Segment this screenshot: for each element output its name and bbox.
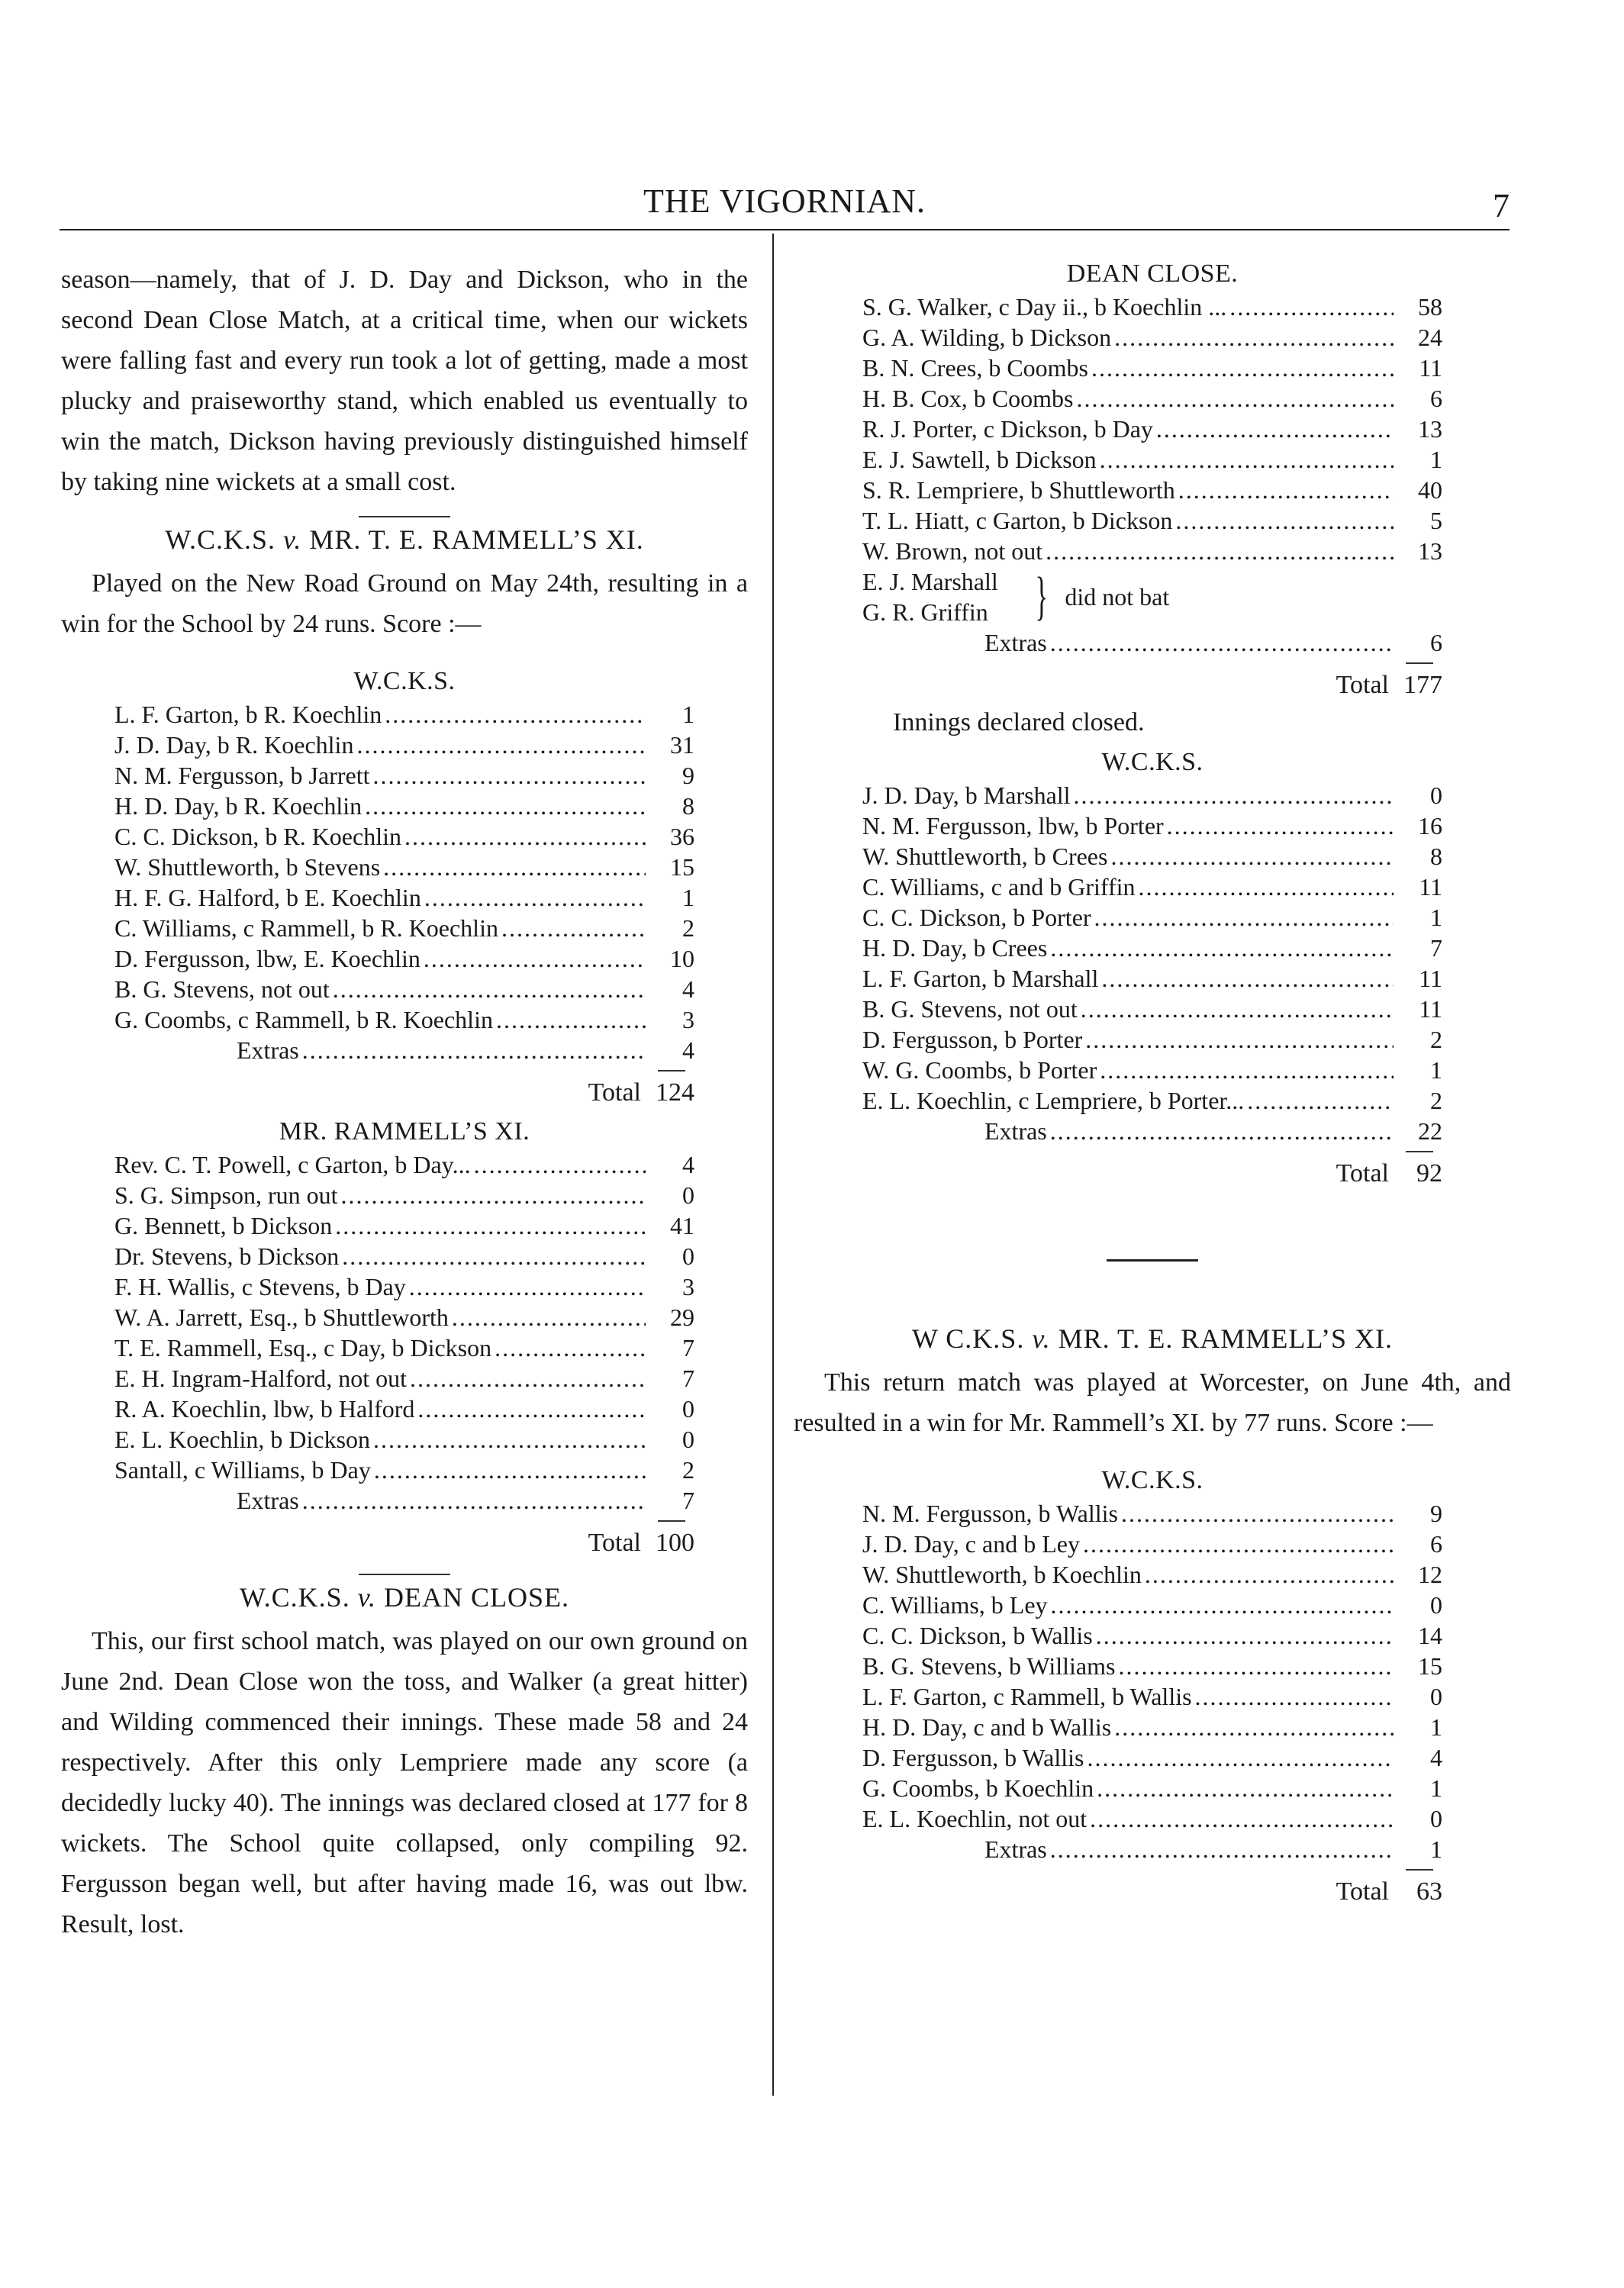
runs-scored: 4 xyxy=(682,975,694,1003)
batting-row xyxy=(114,1241,694,1271)
batsman-dismissal: W. Shuttleworth, b Koechlin xyxy=(862,1561,1142,1588)
batsman-dismissal: H. D. Day, b R. Koechlin xyxy=(114,792,362,820)
runs-scored: 41 xyxy=(670,1212,694,1239)
batting-row xyxy=(862,1498,1442,1529)
batsman-dismissal: H. B. Cox, b Coombs xyxy=(862,385,1074,412)
batting-row xyxy=(862,994,1442,1024)
total-line xyxy=(862,1875,1442,1909)
total-line xyxy=(114,1076,694,1110)
extras-line xyxy=(862,1116,1442,1146)
batting-row xyxy=(862,872,1442,902)
batsman-dismissal: G. Coombs, b Koechlin xyxy=(862,1774,1094,1802)
extras-label: Extras xyxy=(237,1036,299,1064)
batting-row xyxy=(114,1271,694,1302)
intro-paragraph: season—namely, that of J. D. Day and Dickson, who in the second Dean Close Match, at a critical time, when our wickets were falling fast and every run took a lot of getting, made a most plucky and praiseworthy stand, which enabled us eventually to win the match, Dickson having previously distinguished himself by taking nine wickets at a small cost. xyxy=(61,266,748,496)
batting-row xyxy=(114,1302,694,1333)
batsman-dismissal: C. Williams, b Ley xyxy=(862,1591,1048,1619)
batting-row xyxy=(862,444,1442,475)
team-heading: W.C.K.S. xyxy=(353,667,456,695)
extras-label: Extras xyxy=(984,629,1047,656)
extras-line xyxy=(862,627,1442,658)
batsman-dismissal: J. D. Day, c and b Ley xyxy=(862,1530,1080,1558)
scorecard-return-match xyxy=(862,1466,1442,1909)
team-heading: W.C.K.S. xyxy=(1101,1466,1204,1494)
total-value: 124 xyxy=(656,1078,694,1107)
batting-row xyxy=(862,505,1442,536)
runs-scored: 8 xyxy=(1430,843,1442,870)
batsman-dismissal: C. C. Dickson, b Wallis xyxy=(862,1622,1093,1649)
total-label: Total xyxy=(1336,1159,1389,1188)
batsman-dismissal: S. G. Walker, c Day ii., b Koechlin ... xyxy=(862,293,1227,321)
match-description: Played on the New Road Ground on May 24th, resulting in a win for the School by 24 runs. Score :— xyxy=(61,569,748,638)
batsman-dismissal: F. H. Wallis, c Stevens, b Day xyxy=(114,1273,406,1300)
total-value: 100 xyxy=(656,1529,694,1557)
batting-row xyxy=(862,1024,1442,1055)
batsman-dismissal: W. Shuttleworth, b Stevens xyxy=(114,853,381,881)
runs-scored: 1 xyxy=(682,701,694,728)
batting-row xyxy=(862,810,1442,841)
runs-scored: 2 xyxy=(682,1456,694,1484)
runs-scored: 2 xyxy=(1430,1026,1442,1053)
extras-line xyxy=(862,1834,1442,1864)
runs-scored: 15 xyxy=(1418,1652,1442,1680)
total-label: Total xyxy=(588,1078,641,1107)
runs-scored: 8 xyxy=(682,792,694,820)
runs-scored: 11 xyxy=(1419,873,1442,901)
runs-scored: 7 xyxy=(1430,934,1442,962)
runs-scored: 11 xyxy=(1419,995,1442,1023)
batting-row xyxy=(114,1149,694,1180)
match-description: This, our first school match, was played on our own ground on June 2nd. Dean Close won the toss, and Walker (a great hitter) and Wilding commenced their innings. These made 58 and 24 respectively. After this only Lempriere made any score (a decidedly lucky 40). The innings was declared closed at 177 for 8 wickets. The School quite collapsed, only compiling 92. Fergusson began well, but after having made 16, was out lbw. Result, lost. xyxy=(61,1627,748,1938)
extras-value: 1 xyxy=(1430,1835,1442,1863)
batting-row xyxy=(862,1559,1442,1590)
column-divider xyxy=(772,234,774,2096)
heading-opponent: MR. T. E. RAMMELL’S XI. xyxy=(309,524,644,555)
batsman-dismissal: T. E. Rammell, Esq., c Day, b Dickson xyxy=(114,1334,492,1362)
batsman-dismissal: L. F. Garton, c Rammell, b Wallis xyxy=(862,1683,1192,1710)
total-value: 63 xyxy=(1416,1877,1442,1906)
team-heading: W.C.K.S. xyxy=(1101,748,1204,776)
batting-list xyxy=(114,1149,694,1485)
batting-row xyxy=(862,1055,1442,1085)
batsman-dismissal: E. J. Sawtell, b Dickson xyxy=(862,446,1097,473)
extras-value: 7 xyxy=(682,1487,694,1514)
total-line xyxy=(114,1526,694,1560)
runs-scored: 1 xyxy=(1430,1713,1442,1741)
batsman-dismissal: E. H. Ingram-Halford, not out xyxy=(114,1365,408,1392)
runs-scored: 24 xyxy=(1418,324,1442,351)
runs-scored: 15 xyxy=(670,853,694,881)
section-rule xyxy=(1107,1259,1198,1262)
runs-scored: 31 xyxy=(670,731,694,759)
batting-row xyxy=(114,913,694,943)
runs-scored: 36 xyxy=(670,823,694,850)
batsman-dismissal: C. Williams, c and b Griffin xyxy=(862,873,1136,901)
batsman-dismissal: N. M. Fergusson, b Jarrett xyxy=(114,762,370,789)
batting-row xyxy=(862,1085,1442,1116)
extras-value: 22 xyxy=(1418,1117,1442,1145)
batsman-dismissal: H. D. Day, c and b Wallis xyxy=(862,1713,1112,1741)
total-line xyxy=(862,669,1442,702)
runs-scored: 12 xyxy=(1418,1561,1442,1588)
batting-row xyxy=(862,414,1442,444)
runs-scored: 5 xyxy=(1430,507,1442,534)
batting-row xyxy=(862,933,1442,963)
batting-row xyxy=(862,1712,1442,1742)
batting-row xyxy=(862,353,1442,383)
total-value: 177 xyxy=(1403,671,1442,699)
batting-row xyxy=(114,1394,694,1424)
batting-row xyxy=(862,902,1442,933)
batsman-dismissal: G. Coombs, c Rammell, b R. Koechlin xyxy=(114,1006,493,1033)
left-column xyxy=(61,259,748,1945)
batsman-dismissal: J. D. Day, b R. Koechlin xyxy=(114,731,354,759)
runs-scored: 6 xyxy=(1430,385,1442,412)
batsman-dismissal: R. J. Porter, c Dickson, b Day xyxy=(862,415,1153,443)
batsman-dismissal: B. G. Stevens, b Williams xyxy=(862,1652,1116,1680)
extras-line xyxy=(114,1485,694,1516)
runs-scored: 9 xyxy=(682,762,694,789)
runs-scored: 0 xyxy=(1430,1683,1442,1710)
match-heading-rammell xyxy=(61,524,748,556)
batsman-dismissal: N. M. Fergusson, b Wallis xyxy=(862,1500,1118,1527)
right-column xyxy=(794,259,1511,1909)
heading-prefix: W.C.K.S. xyxy=(239,1582,350,1613)
batsman-dismissal: B. N. Crees, b Coombs xyxy=(862,354,1088,382)
batsman-dismissal: L. F. Garton, b R. Koechlin xyxy=(114,701,382,728)
batsman-dismissal: W. G. Coombs, b Porter xyxy=(862,1056,1097,1084)
batsman-dismissal: E. L. Koechlin, b Dickson xyxy=(114,1426,371,1453)
extras-line xyxy=(114,1035,694,1065)
batting-row xyxy=(114,1363,694,1394)
batting-row xyxy=(862,1742,1442,1773)
batsman-dismissal: D. Fergusson, lbw, E. Koechlin xyxy=(114,945,420,972)
batsman-dismissal: S. G. Simpson, run out xyxy=(114,1181,338,1209)
batsman-dismissal: S. R. Lempriere, b Shuttleworth xyxy=(862,476,1175,504)
runs-scored: 0 xyxy=(1430,1591,1442,1619)
total-label: Total xyxy=(1336,1877,1389,1906)
batting-row xyxy=(114,1180,694,1210)
heading-versus: v. xyxy=(283,524,302,555)
team-heading: DEAN CLOSE. xyxy=(1066,259,1239,288)
batting-row xyxy=(862,1529,1442,1559)
batting-row xyxy=(862,475,1442,505)
runs-scored: 16 xyxy=(1418,812,1442,839)
runs-scored: 1 xyxy=(1430,904,1442,931)
batsman-dismissal: C. Williams, c Rammell, b R. Koechlin xyxy=(114,914,498,942)
did-not-bat-name: E. J. Marshall xyxy=(862,568,998,595)
batsman-dismissal: J. D. Day, b Marshall xyxy=(862,781,1071,809)
runs-scored: 4 xyxy=(1430,1744,1442,1771)
batsman-dismissal: B. G. Stevens, not out xyxy=(862,995,1078,1023)
total-value: 92 xyxy=(1416,1159,1442,1188)
runs-scored: 29 xyxy=(670,1304,694,1331)
batting-list xyxy=(862,780,1442,1116)
team-heading: MR. RAMMELL’S XI. xyxy=(279,1117,530,1146)
runs-scored: 10 xyxy=(670,945,694,972)
runs-scored: 13 xyxy=(1418,537,1442,565)
batting-row xyxy=(114,1424,694,1455)
batting-row xyxy=(114,1004,694,1035)
runs-scored: 2 xyxy=(1430,1087,1442,1114)
runs-scored: 3 xyxy=(682,1273,694,1300)
runs-scored: 0 xyxy=(1430,1805,1442,1832)
batsman-dismissal: E. L. Koechlin, c Lempriere, b Porter... xyxy=(862,1087,1245,1114)
batting-row xyxy=(114,852,694,882)
batsman-dismissal: C. C. Dickson, b Porter xyxy=(862,904,1091,931)
runs-scored: 13 xyxy=(1418,415,1442,443)
total-line xyxy=(862,1157,1442,1191)
batting-row xyxy=(114,943,694,974)
batting-row xyxy=(114,699,694,730)
batting-row xyxy=(114,1455,694,1485)
runs-scored: 11 xyxy=(1419,965,1442,992)
runs-scored: 3 xyxy=(682,1006,694,1033)
runs-scored: 0 xyxy=(1430,781,1442,809)
batsman-dismissal: Santall, c Williams, b Day xyxy=(114,1456,371,1484)
batsman-dismissal: T. L. Hiatt, c Garton, b Dickson xyxy=(862,507,1173,534)
extras-label: Extras xyxy=(984,1117,1047,1145)
runs-scored: 6 xyxy=(1430,1530,1442,1558)
batsman-dismissal: L. F. Garton, b Marshall xyxy=(862,965,1099,992)
batting-row xyxy=(862,1681,1442,1712)
batting-row xyxy=(862,383,1442,414)
batsman-dismissal: D. Fergusson, b Wallis xyxy=(862,1744,1084,1771)
match-heading-return xyxy=(794,1323,1511,1355)
heading-versus: v. xyxy=(1032,1323,1051,1354)
runs-scored: 4 xyxy=(682,1151,694,1178)
batsman-dismissal: B. G. Stevens, not out xyxy=(114,975,330,1003)
heading-opponent: DEAN CLOSE. xyxy=(384,1582,570,1613)
extras-value: 4 xyxy=(682,1036,694,1064)
runs-scored: 0 xyxy=(682,1426,694,1453)
page-header xyxy=(60,182,1510,229)
batting-list xyxy=(114,699,694,1035)
runs-scored: 1 xyxy=(1430,1056,1442,1084)
heading-opponent: MR. T. E. RAMMELL’S XI. xyxy=(1058,1323,1394,1354)
batting-row xyxy=(862,1773,1442,1803)
batting-row xyxy=(114,760,694,791)
batsman-dismissal: H. D. Day, b Crees xyxy=(862,934,1048,962)
batsman-dismissal: Rev. C. T. Powell, c Garton, b Day... xyxy=(114,1151,471,1178)
runs-scored: 1 xyxy=(1430,446,1442,473)
batting-row xyxy=(862,841,1442,872)
batsman-dismissal: R. A. Koechlin, lbw, b Halford xyxy=(114,1395,415,1423)
extras-value: 6 xyxy=(1430,629,1442,656)
batting-row xyxy=(862,780,1442,810)
runs-scored: 9 xyxy=(1430,1500,1442,1527)
runs-scored: 1 xyxy=(682,884,694,911)
runs-scored: 2 xyxy=(682,914,694,942)
batting-row xyxy=(862,536,1442,566)
batsman-dismissal: W. Brown, not out xyxy=(862,537,1043,565)
heading-prefix: W C.K.S. xyxy=(911,1323,1025,1354)
runs-scored: 0 xyxy=(682,1242,694,1270)
batsman-dismissal: H. F. G. Halford, b E. Koechlin xyxy=(114,884,421,911)
total-rule xyxy=(1406,1869,1433,1871)
runs-scored: 1 xyxy=(1430,1774,1442,1802)
runs-scored: 58 xyxy=(1418,293,1442,321)
batting-row xyxy=(862,1651,1442,1681)
batsman-dismissal: C. C. Dickson, b R. Koechlin xyxy=(114,823,401,850)
batting-row xyxy=(114,974,694,1004)
did-not-bat-group xyxy=(862,566,1442,627)
total-label: Total xyxy=(588,1529,641,1557)
batting-row xyxy=(862,292,1442,322)
batsman-dismissal: E. L. Koechlin, not out xyxy=(862,1805,1088,1832)
scorecard-dean-close xyxy=(862,259,1442,1191)
total-rule xyxy=(1406,662,1433,664)
running-title: THE VIGORNIAN. xyxy=(643,182,926,220)
batting-list xyxy=(862,292,1442,566)
batting-row xyxy=(114,730,694,760)
did-not-bat-label: did not bat xyxy=(1065,583,1170,611)
batsman-dismissal: N. M. Fergusson, lbw, b Porter xyxy=(862,812,1164,839)
batting-row xyxy=(114,1210,694,1241)
header-rule xyxy=(60,229,1510,230)
runs-scored: 40 xyxy=(1418,476,1442,504)
runs-scored: 14 xyxy=(1418,1622,1442,1649)
batting-row xyxy=(862,1620,1442,1651)
batting-row xyxy=(114,791,694,821)
batting-row xyxy=(862,322,1442,353)
batting-row xyxy=(114,882,694,913)
match-heading-dean-close xyxy=(61,1581,748,1613)
batsman-dismissal: W. A. Jarrett, Esq., b Shuttleworth xyxy=(114,1304,449,1331)
did-not-bat-name: G. R. Griffin xyxy=(862,598,988,626)
extras-label: Extras xyxy=(984,1835,1047,1863)
batting-row xyxy=(114,821,694,852)
batting-row xyxy=(862,1803,1442,1834)
batsman-dismissal: W. Shuttleworth, b Crees xyxy=(862,843,1108,870)
total-rule xyxy=(658,1070,685,1071)
batting-row xyxy=(862,1590,1442,1620)
heading-versus: v. xyxy=(357,1582,377,1613)
batting-list xyxy=(862,1498,1442,1834)
runs-scored: 11 xyxy=(1419,354,1442,382)
batting-row xyxy=(114,1333,694,1363)
total-rule xyxy=(1406,1151,1433,1152)
batsman-dismissal: Dr. Stevens, b Dickson xyxy=(114,1242,340,1270)
page-number: 7 xyxy=(1493,187,1510,224)
section-rule xyxy=(359,516,450,517)
runs-scored: 0 xyxy=(682,1181,694,1209)
total-label: Total xyxy=(1336,671,1389,699)
scorecard-wcks-v-rammell xyxy=(114,667,694,1560)
runs-scored: 7 xyxy=(682,1365,694,1392)
runs-scored: 0 xyxy=(682,1395,694,1423)
runs-scored: 7 xyxy=(682,1334,694,1362)
heading-prefix: W.C.K.S. xyxy=(165,524,276,555)
total-rule xyxy=(658,1520,685,1522)
batting-row xyxy=(862,963,1442,994)
innings-note: Innings declared closed. xyxy=(893,708,1145,736)
batsman-dismissal: G. A. Wilding, b Dickson xyxy=(862,324,1112,351)
brace-glyph: } xyxy=(1035,567,1048,626)
did-not-bat-names xyxy=(862,566,998,627)
match-description: This return match was played at Worcester, on June 4th, and resulted in a win for Mr. Rammell’s XI. by 77 runs. Score :— xyxy=(794,1368,1511,1437)
batsman-dismissal: D. Fergusson, b Porter xyxy=(862,1026,1083,1053)
extras-label: Extras xyxy=(237,1487,299,1514)
batsman-dismissal: G. Bennett, b Dickson xyxy=(114,1212,333,1239)
section-rule xyxy=(359,1574,450,1575)
